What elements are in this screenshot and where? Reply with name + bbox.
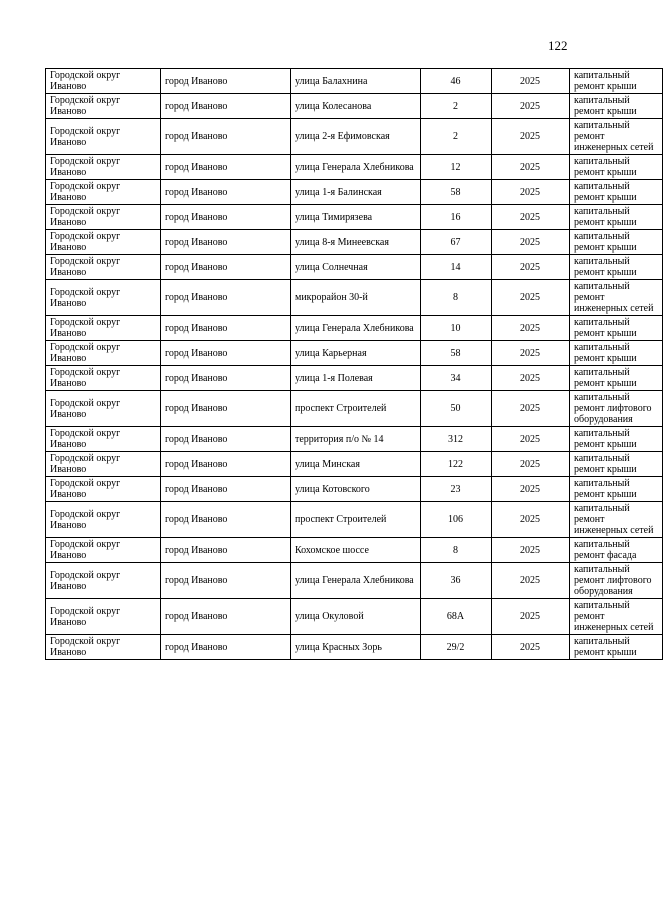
table-row: [46, 477, 663, 502]
work-type-cell: капитальный ремонт крыши: [570, 155, 663, 180]
work-type-cell: капитальный ремонт инженерных сетей: [570, 119, 663, 155]
house-number-cell: 58: [421, 180, 492, 205]
year-cell: 2025: [492, 366, 570, 391]
work-type-cell: капитальный ремонт фасада: [570, 538, 663, 563]
year-cell: 2025: [492, 119, 570, 155]
table-row: [46, 366, 663, 391]
house-number-cell: 58: [421, 341, 492, 366]
year-cell: 2025: [492, 452, 570, 477]
work-type-cell: капитальный ремонт крыши: [570, 69, 663, 94]
okrug-cell: Городской округ Иваново: [46, 155, 161, 180]
okrug-cell: Городской округ Иваново: [46, 69, 161, 94]
table-row: [46, 538, 663, 563]
year-cell: 2025: [492, 427, 570, 452]
table-row: [46, 452, 663, 477]
street-cell: улица Котовского: [291, 477, 421, 502]
city-cell: город Иваново: [161, 366, 291, 391]
table-row: [46, 119, 663, 155]
work-type-cell: капитальный ремонт крыши: [570, 180, 663, 205]
okrug-cell: Городской округ Иваново: [46, 563, 161, 599]
work-type-cell: капитальный ремонт инженерных сетей: [570, 599, 663, 635]
page-number: 122: [548, 38, 568, 53]
work-type-cell: капитальный ремонт крыши: [570, 94, 663, 119]
house-number-cell: 46: [421, 69, 492, 94]
year-cell: 2025: [492, 502, 570, 538]
street-cell: улица Генерала Хлебникова: [291, 563, 421, 599]
table-row: [46, 180, 663, 205]
year-cell: 2025: [492, 635, 570, 660]
city-cell: город Иваново: [161, 427, 291, 452]
house-number-cell: 23: [421, 477, 492, 502]
year-cell: 2025: [492, 155, 570, 180]
table-row: [46, 563, 663, 599]
table-row: [46, 255, 663, 280]
street-cell: улица 2-я Ефимовская: [291, 119, 421, 155]
city-cell: город Иваново: [161, 94, 291, 119]
city-cell: город Иваново: [161, 563, 291, 599]
okrug-cell: Городской округ Иваново: [46, 391, 161, 427]
city-cell: город Иваново: [161, 255, 291, 280]
city-cell: город Иваново: [161, 280, 291, 316]
year-cell: 2025: [492, 391, 570, 427]
year-cell: 2025: [492, 563, 570, 599]
city-cell: город Иваново: [161, 155, 291, 180]
okrug-cell: Городской округ Иваново: [46, 94, 161, 119]
work-type-cell: капитальный ремонт инженерных сетей: [570, 280, 663, 316]
city-cell: город Иваново: [161, 69, 291, 94]
okrug-cell: Городской округ Иваново: [46, 427, 161, 452]
street-cell: улица 1-я Балинская: [291, 180, 421, 205]
year-cell: 2025: [492, 280, 570, 316]
okrug-cell: Городской округ Иваново: [46, 230, 161, 255]
house-number-cell: 50: [421, 391, 492, 427]
house-number-cell: 2: [421, 119, 492, 155]
house-number-cell: 2: [421, 94, 492, 119]
year-cell: 2025: [492, 538, 570, 563]
house-number-cell: 36: [421, 563, 492, 599]
city-cell: город Иваново: [161, 538, 291, 563]
table-row: [46, 341, 663, 366]
city-cell: город Иваново: [161, 635, 291, 660]
house-number-cell: 106: [421, 502, 492, 538]
year-cell: 2025: [492, 94, 570, 119]
year-cell: 2025: [492, 205, 570, 230]
street-cell: улица Генерала Хлебникова: [291, 316, 421, 341]
okrug-cell: Городской округ Иваново: [46, 119, 161, 155]
okrug-cell: Городской округ Иваново: [46, 255, 161, 280]
house-number-cell: 10: [421, 316, 492, 341]
year-cell: 2025: [492, 341, 570, 366]
house-number-cell: 312: [421, 427, 492, 452]
house-number-cell: 14: [421, 255, 492, 280]
street-cell: проспект Строителей: [291, 391, 421, 427]
street-cell: улица Окуловой: [291, 599, 421, 635]
table-row: [46, 94, 663, 119]
work-type-cell: капитальный ремонт крыши: [570, 316, 663, 341]
work-type-cell: капитальный ремонт крыши: [570, 255, 663, 280]
city-cell: город Иваново: [161, 180, 291, 205]
year-cell: 2025: [492, 599, 570, 635]
okrug-cell: Городской округ Иваново: [46, 316, 161, 341]
house-number-cell: 34: [421, 366, 492, 391]
okrug-cell: Городской округ Иваново: [46, 205, 161, 230]
table-row: [46, 280, 663, 316]
work-type-cell: капитальный ремонт инженерных сетей: [570, 502, 663, 538]
year-cell: 2025: [492, 69, 570, 94]
registry-body: [46, 69, 663, 660]
table-row: [46, 205, 663, 230]
street-cell: микрорайон 30-й: [291, 280, 421, 316]
year-cell: 2025: [492, 230, 570, 255]
okrug-cell: Городской округ Иваново: [46, 538, 161, 563]
house-number-cell: 68А: [421, 599, 492, 635]
work-type-cell: капитальный ремонт крыши: [570, 477, 663, 502]
city-cell: город Иваново: [161, 477, 291, 502]
house-number-cell: 122: [421, 452, 492, 477]
work-type-cell: капитальный ремонт крыши: [570, 427, 663, 452]
okrug-cell: Городской округ Иваново: [46, 502, 161, 538]
street-cell: улица Тимирязева: [291, 205, 421, 230]
house-number-cell: 16: [421, 205, 492, 230]
year-cell: 2025: [492, 316, 570, 341]
city-cell: город Иваново: [161, 502, 291, 538]
okrug-cell: Городской округ Иваново: [46, 366, 161, 391]
table-row: [46, 427, 663, 452]
house-number-cell: 8: [421, 538, 492, 563]
repair-registry-table: [45, 68, 663, 660]
house-number-cell: 67: [421, 230, 492, 255]
okrug-cell: Городской округ Иваново: [46, 180, 161, 205]
city-cell: город Иваново: [161, 316, 291, 341]
table-row: [46, 391, 663, 427]
city-cell: город Иваново: [161, 119, 291, 155]
year-cell: 2025: [492, 180, 570, 205]
house-number-cell: 12: [421, 155, 492, 180]
work-type-cell: капитальный ремонт лифтового оборудования: [570, 391, 663, 427]
house-number-cell: 29/2: [421, 635, 492, 660]
street-cell: территория п/о № 14: [291, 427, 421, 452]
street-cell: улица 1-я Полевая: [291, 366, 421, 391]
city-cell: город Иваново: [161, 452, 291, 477]
city-cell: город Иваново: [161, 391, 291, 427]
work-type-cell: капитальный ремонт крыши: [570, 230, 663, 255]
table-row: [46, 599, 663, 635]
street-cell: проспект Строителей: [291, 502, 421, 538]
table-row: [46, 635, 663, 660]
street-cell: Кохомское шоссе: [291, 538, 421, 563]
street-cell: улица Красных Зорь: [291, 635, 421, 660]
okrug-cell: Городской округ Иваново: [46, 599, 161, 635]
city-cell: город Иваново: [161, 341, 291, 366]
work-type-cell: капитальный ремонт крыши: [570, 452, 663, 477]
city-cell: город Иваново: [161, 230, 291, 255]
okrug-cell: Городской округ Иваново: [46, 280, 161, 316]
okrug-cell: Городской округ Иваново: [46, 452, 161, 477]
work-type-cell: капитальный ремонт крыши: [570, 205, 663, 230]
table-row: [46, 69, 663, 94]
street-cell: улица Генерала Хлебникова: [291, 155, 421, 180]
okrug-cell: Городской округ Иваново: [46, 477, 161, 502]
work-type-cell: капитальный ремонт крыши: [570, 635, 663, 660]
street-cell: улица Солнечная: [291, 255, 421, 280]
street-cell: улица Балахнина: [291, 69, 421, 94]
work-type-cell: капитальный ремонт лифтового оборудования: [570, 563, 663, 599]
okrug-cell: Городской округ Иваново: [46, 341, 161, 366]
year-cell: 2025: [492, 477, 570, 502]
table-row: [46, 155, 663, 180]
table-row: [46, 230, 663, 255]
work-type-cell: капитальный ремонт крыши: [570, 366, 663, 391]
table-row: [46, 316, 663, 341]
street-cell: улица Минская: [291, 452, 421, 477]
okrug-cell: Городской округ Иваново: [46, 635, 161, 660]
house-number-cell: 8: [421, 280, 492, 316]
city-cell: город Иваново: [161, 205, 291, 230]
street-cell: улица 8-я Минеевская: [291, 230, 421, 255]
year-cell: 2025: [492, 255, 570, 280]
street-cell: улица Колесанова: [291, 94, 421, 119]
table-row: [46, 502, 663, 538]
city-cell: город Иваново: [161, 599, 291, 635]
work-type-cell: капитальный ремонт крыши: [570, 341, 663, 366]
street-cell: улица Карьерная: [291, 341, 421, 366]
